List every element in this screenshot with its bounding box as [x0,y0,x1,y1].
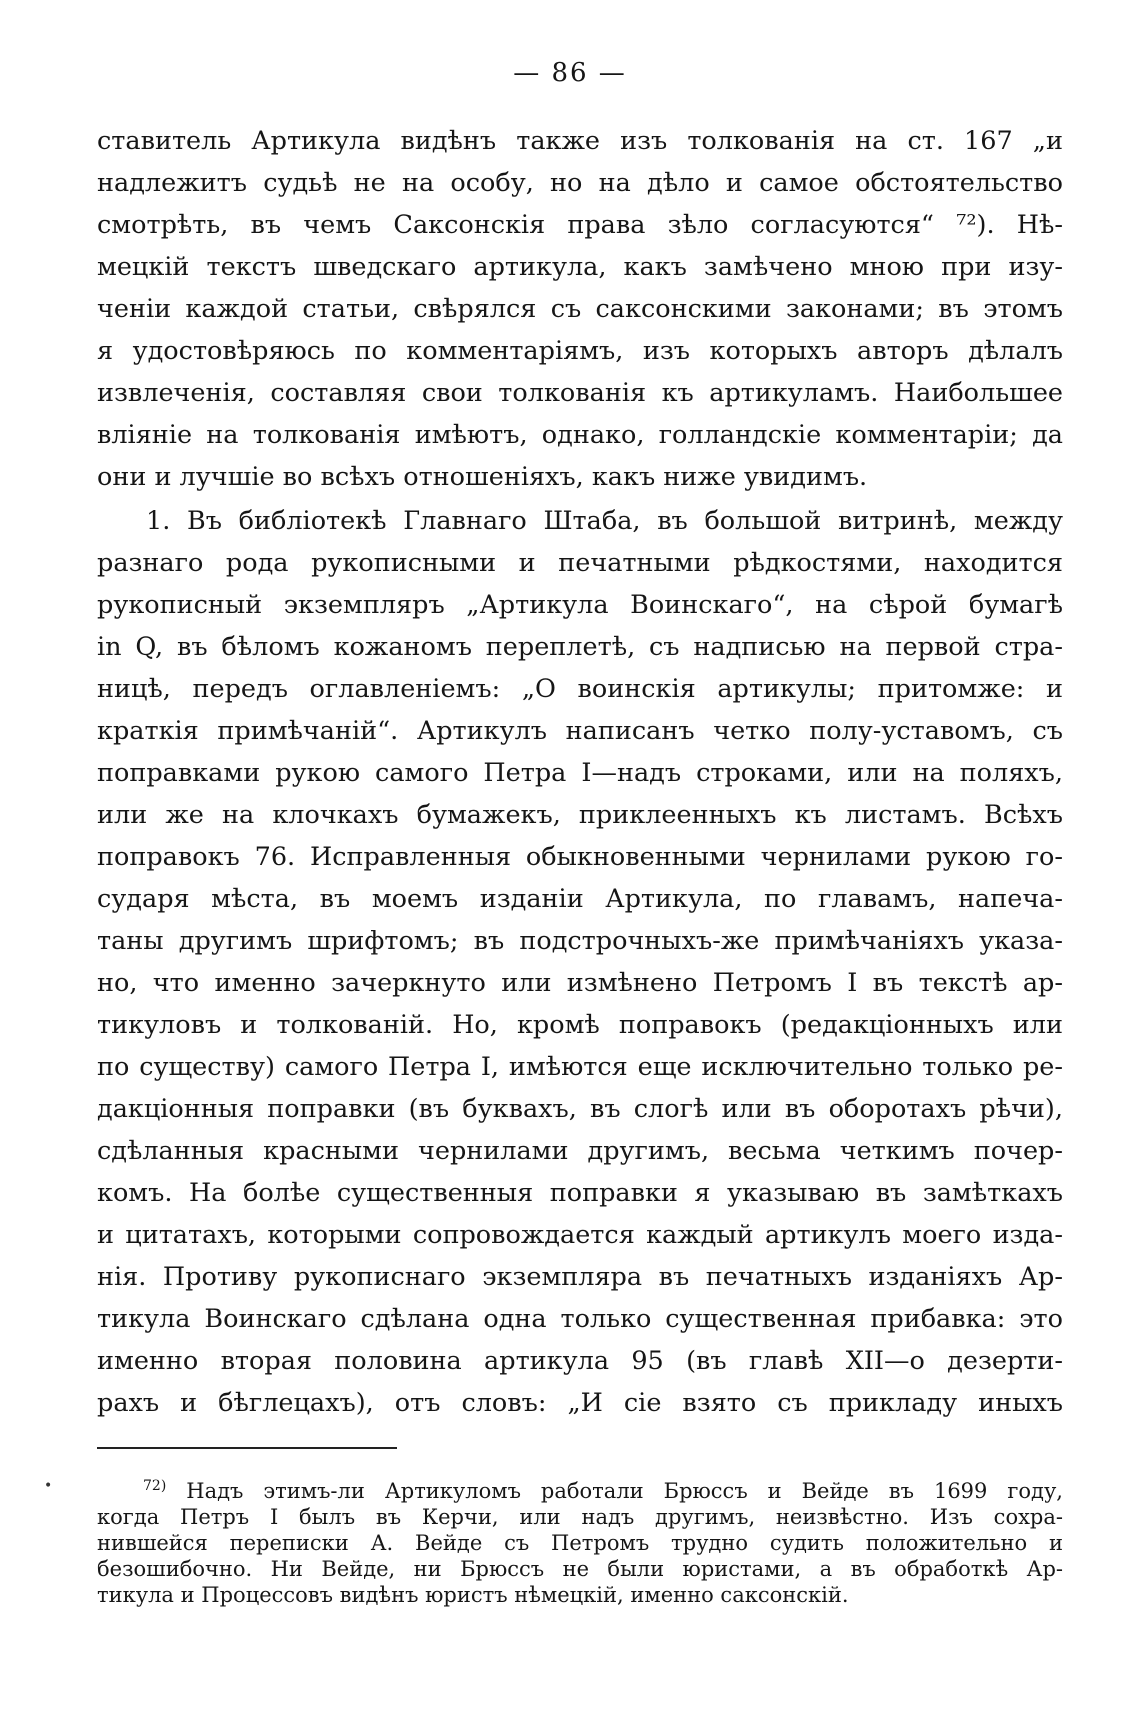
footnote-divider [97,1447,397,1449]
footnote-line: безошибочно. Ни Вейде, ни Брюссъ не были юристами, а въ обработкѣ Ар- [97,1557,1063,1581]
footnote-line: нившейся переписки А. Вейде съ Петромъ трудно судить положительно и [97,1531,1063,1555]
text-line: рахъ и бѣглецахъ), отъ словъ: „И сіе взято съ прикладу иныхъ [97,1388,1063,1418]
paragraph-start-line: 1. Въ библіотекѣ Главнаго Штаба, въ большой витринѣ, между [146,506,1063,536]
text-line: смотрѣть, въ чемъ Саксонскія права зѣло согласуются“ ⁷²). Нѣ- [97,210,1063,240]
text-line: ченіи каждой статьи, свѣрялся съ саксонскими законами; въ этомъ [97,294,1063,324]
footnote-text: Надъ этимъ-ли Артикуломъ работали Брюссъ и Вейде въ 1699 году, [186,1479,1063,1503]
text-line: поправками рукою самого Петра I—надъ строками, или на поляхъ, [97,758,1063,788]
footnote-line: когда Петръ I былъ въ Керчи, или надъ другимъ, неизвѣстно. Изъ сохра- [97,1505,1063,1529]
text-line: по существу) самого Петра I, имѣются еще исключительно только ре- [97,1052,1063,1082]
text-line: извлеченія, составляя свои толкованія къ артикуламъ. Наибольшее [97,378,1063,408]
text-line: но, что именно зачеркнуто или измѣнено Петромъ I въ текстѣ ар- [97,968,1063,998]
ink-speck: • [44,1478,53,1494]
footnote-line [143,1478,1063,1504]
text-line: вліяніе на толкованія имѣютъ, однако, голландскіе комментаріи; да [97,420,1063,450]
text-line: тикула Воинскаго сдѣлана одна только существенная прибавка: это [97,1304,1063,1334]
text-line: рукописный экземпляръ „Артикула Воинскаго“, на сѣрой бумагѣ [97,590,1063,620]
text-line: именно вторая половина артикула 95 (въ главѣ XII—о дезерти- [97,1346,1063,1376]
footnote-line: тикула и Процессовъ видѣнъ юристъ нѣмецкій, именно саксонскій. [97,1583,849,1607]
text-line: разнаго рода рукописными и печатными рѣдкостями, находится [97,548,1063,578]
footnote-marker: 72) [143,1478,167,1494]
page-number: — 86 — [513,58,627,88]
text-line: надлежитъ судьѣ не на особу, но на дѣло и самое обстоятельство [97,168,1063,198]
text-line: нія. Противу рукописнаго экземпляра въ печатныхъ изданіяхъ Ар- [97,1262,1063,1292]
text-line: ставитель Артикула видѣнъ также изъ толкованія на ст. 167 „и [97,126,1063,156]
text-line: мецкій текстъ шведскаго артикула, какъ замѣчено мною при изу- [97,252,1063,282]
text-line: ницѣ, передъ оглавленіемъ: „О воинскія артикулы; притомже: и [97,674,1063,704]
text-line: краткія примѣчаній“. Артикулъ написанъ четко полу-уставомъ, съ [97,716,1063,746]
text-line: дакціонныя поправки (въ буквахъ, въ слогѣ или въ оборотахъ рѣчи), [97,1094,1063,1124]
text-line: сдѣланныя красными чернилами другимъ, весьма четкимъ почер- [97,1136,1063,1166]
text-line: комъ. На болѣе существенныя поправки я указываю въ замѣткахъ [97,1178,1063,1208]
text-line: сударя мѣста, въ моемъ изданіи Артикула, по главамъ, напеча- [97,884,1063,914]
text-line: и цитатахъ, которыми сопровождается каждый артикулъ моего изда- [97,1220,1063,1250]
text-line: я удостовѣряюсь по комментаріямъ, изъ которыхъ авторъ дѣлалъ [97,336,1063,366]
text-line: in Q, въ бѣломъ кожаномъ переплетѣ, съ надписью на первой стра- [97,632,1063,662]
text-line: таны другимъ шрифтомъ; въ подстрочныхъ-же примѣчаніяхъ указа- [97,926,1063,956]
text-line: они и лучшіе во всѣхъ отношеніяхъ, какъ ниже увидимъ. [97,462,868,492]
text-line: тикуловъ и толкованій. Но, кромѣ поправокъ (редакціонныхъ или [97,1010,1063,1040]
text-line: поправокъ 76. Исправленныя обыкновенными чернилами рукою го- [97,842,1063,872]
text-line: или же на клочкахъ бумажекъ, приклеенныхъ къ листамъ. Всѣхъ [97,800,1063,830]
